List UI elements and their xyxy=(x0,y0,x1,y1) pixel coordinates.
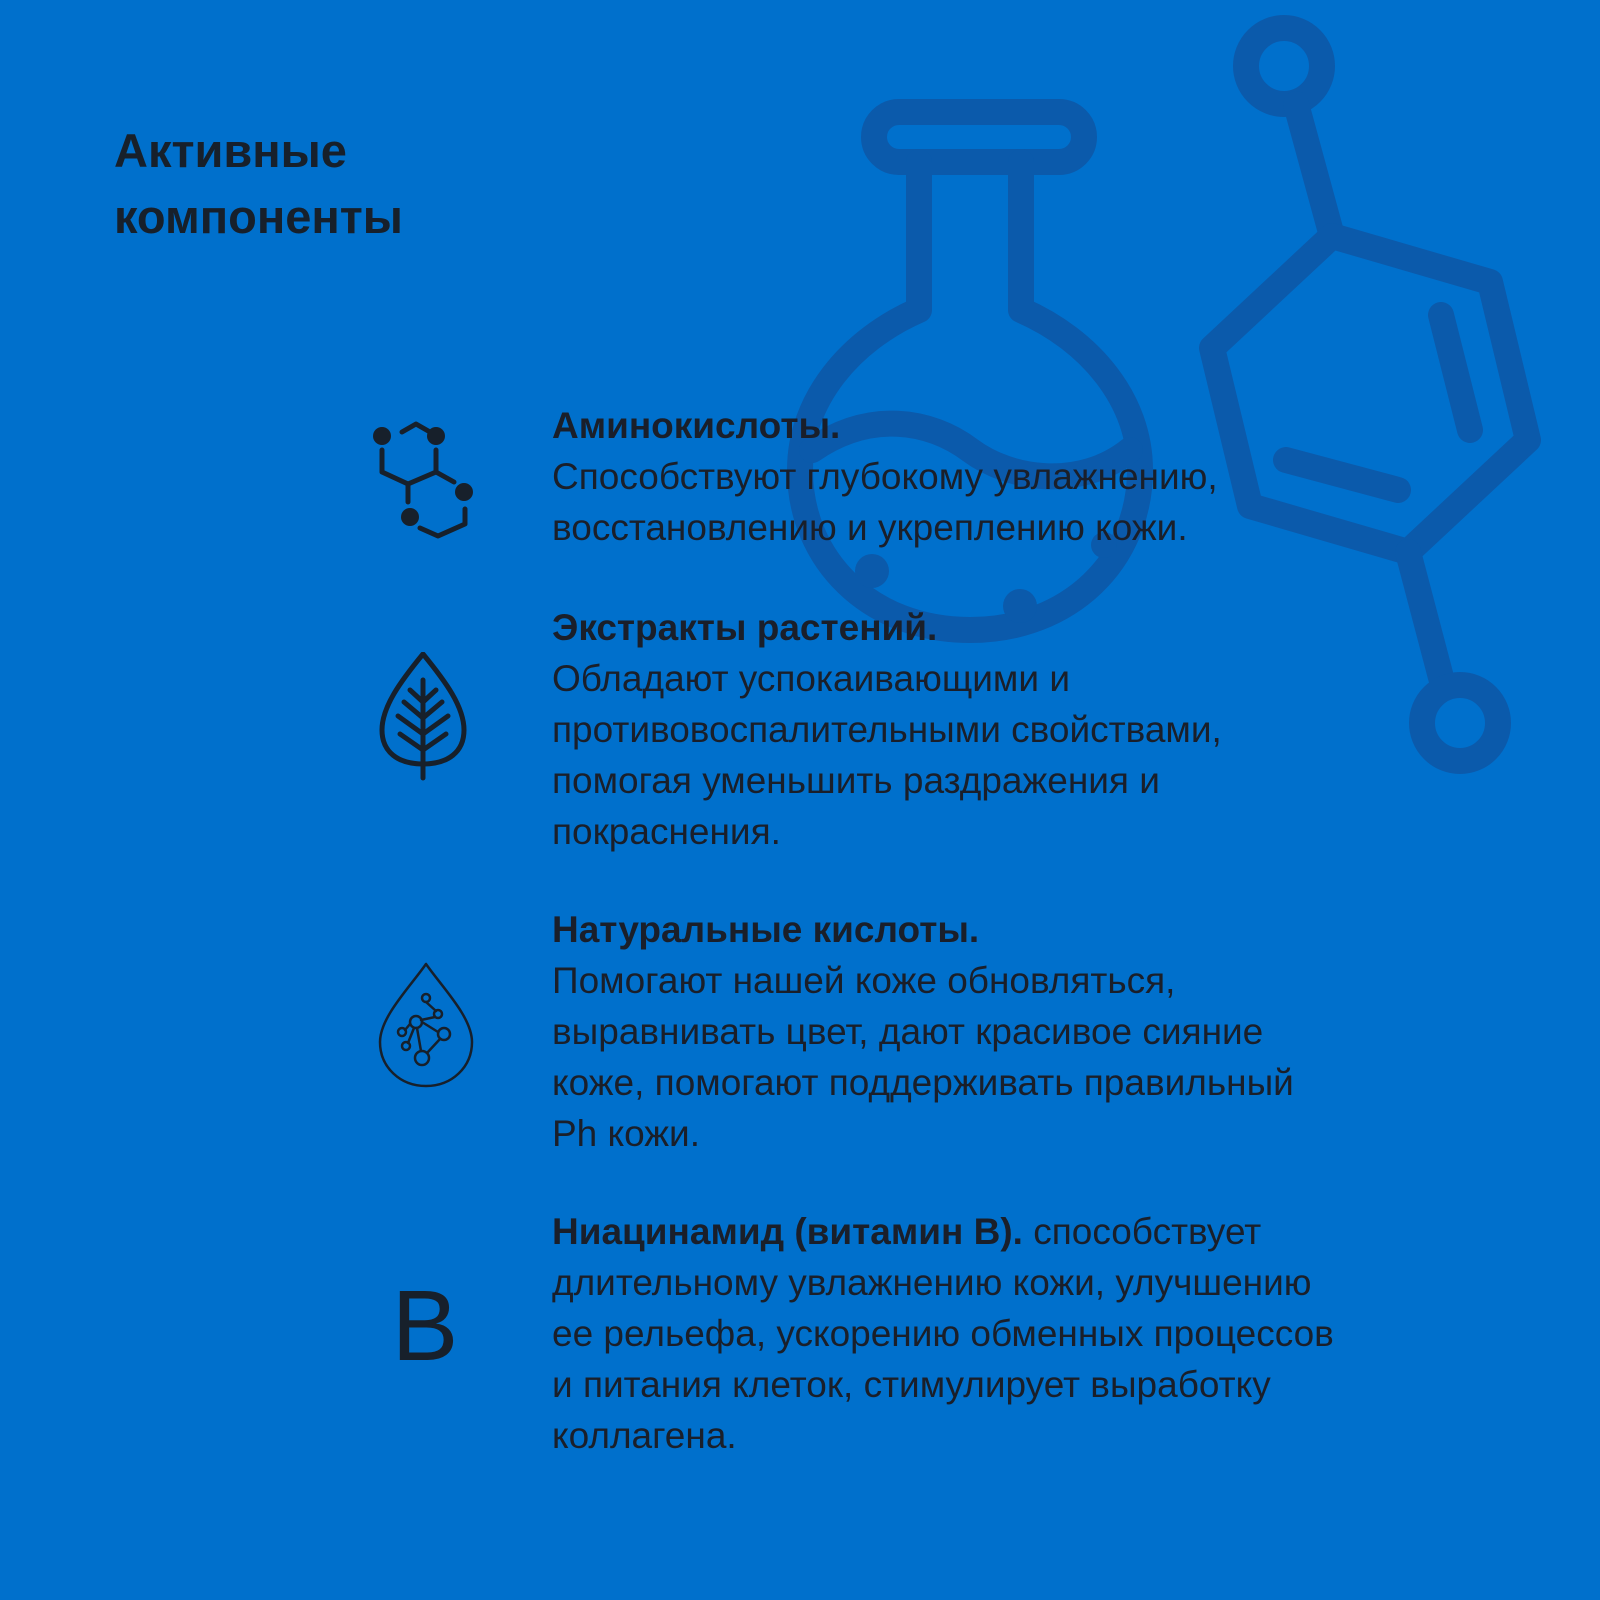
page-title-line1: Активные xyxy=(114,124,347,177)
component-body-line: помогая уменьшить раздражения и xyxy=(552,760,1160,801)
component-body-line: Ph кожи. xyxy=(552,1113,700,1154)
component-text xyxy=(552,1206,1452,1461)
component-body-line: коллагена. xyxy=(552,1415,737,1456)
component-body-line: покраснения. xyxy=(552,811,781,852)
component-heading: Аминокислоты. xyxy=(552,405,841,446)
component-body-inline: способствует xyxy=(1022,1211,1262,1252)
page-title-line2: компоненты xyxy=(114,190,403,243)
component-heading: Экстракты растений. xyxy=(552,607,938,648)
component-body-line: и питания клеток, стимулирует выработку xyxy=(552,1364,1271,1405)
component-body-line: Обладают успокаивающими и xyxy=(552,658,1070,699)
component-body-line: коже, помогают поддерживать правильный xyxy=(552,1062,1294,1103)
drop-molecule-icon xyxy=(370,962,480,1092)
component-text xyxy=(552,400,1452,553)
component-body-line: Помогают нашей коже обновляться, xyxy=(552,960,1176,1001)
component-text xyxy=(552,602,1452,857)
molecule-icon xyxy=(370,412,480,542)
component-body-line: длительному увлажнению кожи, улучшению xyxy=(552,1262,1312,1303)
component-body-line: выравнивать цвет, дают красивое сияние xyxy=(552,1011,1264,1052)
component-body-line: Способствуют глубокому увлажнению, xyxy=(552,456,1218,497)
page-title xyxy=(114,118,614,250)
vitamin-b-icon: B xyxy=(391,1270,459,1382)
leaf-icon xyxy=(370,652,480,782)
component-heading: Ниацинамид (витамин B). xyxy=(552,1211,1023,1252)
component-body-line: ее рельефа, ускорению обменных процессов xyxy=(552,1313,1334,1354)
component-body-line: восстановлению и укреплению кожи. xyxy=(552,507,1188,548)
component-text xyxy=(552,904,1452,1159)
component-body-line: противовоспалительными свойствами, xyxy=(552,709,1222,750)
component-heading: Натуральные кислоты. xyxy=(552,909,980,950)
